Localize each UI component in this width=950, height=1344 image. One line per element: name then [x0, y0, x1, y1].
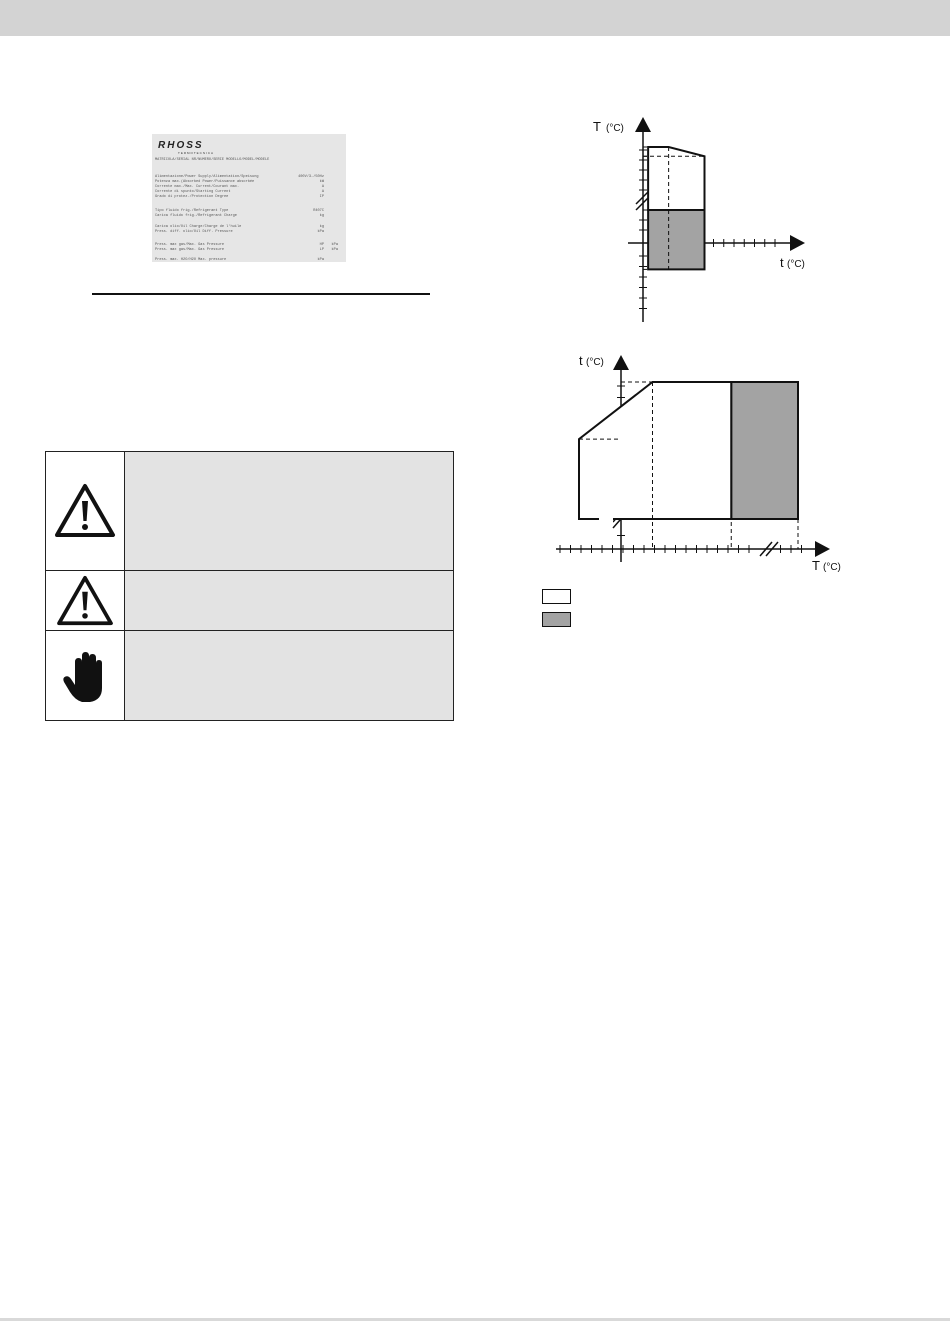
nameplate-row-value: R407C: [313, 209, 324, 213]
legend-swatch-grey: [542, 612, 571, 627]
nameplate-row-value: A: [321, 185, 324, 189]
nameplate-header-row: MATRICOLA/SERIAL NR/NUMERO/SERIE MODELLO/MODEL/MODELE: [155, 158, 270, 162]
legend-swatch-white: [542, 589, 571, 604]
nameplate-row-label: Carica olio/Oil Charge/Charge de l'huile: [155, 225, 242, 229]
chart2-xlabel-unit: (°C): [823, 562, 841, 573]
nameplate-row-value: kPa: [317, 230, 324, 234]
chart2-area-white: [579, 382, 731, 519]
nameplate-row-label: Corrente di spunto/Starting Current: [155, 190, 231, 194]
nameplate-row-value: LP: [319, 248, 324, 252]
nameplate-row-unit: kPa: [331, 243, 338, 247]
chart-envelope-2: [556, 353, 841, 573]
chart1-y-arrow: [635, 117, 651, 132]
nameplate-row-label: Press. max. H2O/H2O Max. pressure: [155, 258, 227, 262]
chart1-area-white: [648, 147, 704, 210]
chart1-x-arrow: [790, 235, 805, 251]
nameplate-row-unit: kPa: [331, 248, 338, 252]
nameplate-row-label: Potenza max.(Absorbed Power/Puissance absorbée: [155, 180, 255, 184]
chart2-edge-gap: [599, 516, 613, 522]
nameplate-row-label: Press. max gas/Max. Gas Pressure: [155, 248, 225, 252]
nameplate-tagline: TERMOTECNICA: [178, 151, 214, 155]
nameplate-logo: RHOSS: [158, 140, 204, 151]
chart1-area-grey: [648, 210, 704, 269]
nameplate-row-label: Tipo fluido frig./Refrigerant Type: [155, 209, 229, 213]
nameplate-row-label: Grado di protez./Protection Degree: [155, 195, 229, 199]
nameplate-row-value: A: [321, 190, 324, 194]
chart1-xlabel-unit: (°C): [787, 259, 805, 270]
nameplate-row-label: Corrente max./Max. Current/Courant max.: [155, 185, 240, 189]
nameplate-row-label: Press. max gas/Max. Gas Pressure: [155, 243, 225, 247]
chart2-ylabel-unit: (°C): [586, 357, 604, 368]
nameplate-row-value: HP: [319, 243, 324, 247]
nameplate-row-label: Carica fluido frig./Refrigerant Charge: [155, 214, 237, 218]
chart1-ylabel-unit: (°C): [606, 123, 624, 134]
nameplate-row-value: 400V/3-/50Hz: [298, 175, 324, 179]
chart-envelope-1: [593, 117, 805, 322]
nameplate-row-value: kg: [319, 214, 324, 218]
chart2-y-arrow: [613, 355, 629, 370]
nameplate-row-value: kW: [319, 180, 324, 184]
nameplate-row-value: kPa: [317, 258, 324, 262]
chart2-x-arrow: [815, 541, 830, 557]
chart1-ylabel: T: [593, 119, 601, 134]
nameplate-row-value: kg: [319, 225, 324, 229]
chart1-xlabel: t: [780, 255, 784, 270]
nameplate-row-value: IP: [319, 195, 324, 199]
nameplate-row-label: Alimentazione/Power Supply/Alimentation/Speisung: [155, 175, 259, 179]
chart2-area-grey: [731, 382, 798, 519]
footer-line: [0, 1318, 950, 1321]
chart2-xlabel: T: [812, 558, 820, 573]
nameplate-row-label: Press. diff. olio/Oil Diff. Pressure: [155, 230, 233, 234]
chart2-ylabel: t: [579, 353, 583, 368]
